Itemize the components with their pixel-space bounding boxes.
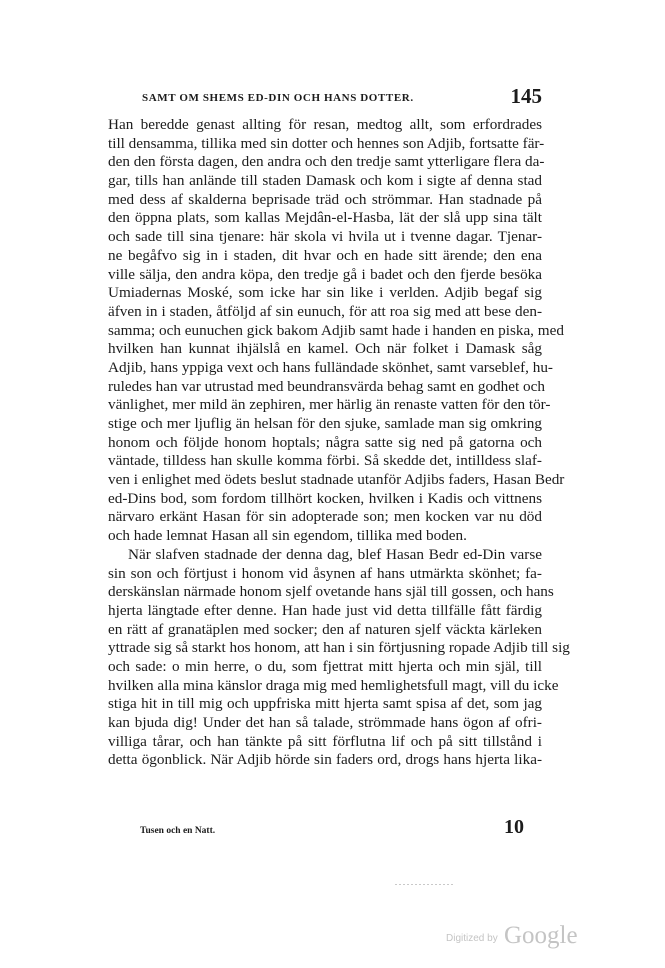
text-line: äfven in i staden, åtföljd af sin eunuch, för att roa sig med att bese den-: [108, 302, 542, 320]
text-line: sin son och förtjust i honom vid åsynen af hans utmärkta skönhet; fa-: [108, 564, 542, 582]
text-line: en rätt af granatäplen med socker; den af naturen sjelf väckta kärleken: [108, 620, 542, 638]
text-line: yttrade sig så starkt hos honom, att han i sin förtjusning ropade Adjib till sig: [108, 639, 570, 657]
text-line: stige och mer ljuflig än helsan för den sjuke, samlade man sig omkring: [108, 415, 542, 432]
text-line: den den första dagen, den andra och den tredje samt ytterligare flera da-: [108, 153, 545, 171]
text-line: ruledes han var utrustad med beundransvärda behag samt en godhet och: [108, 377, 545, 395]
text-line: och sade till sina tjenare: här skola vi hvila ut i tvenne dagar. Tjenar-: [108, 228, 542, 246]
text-line: ven i enlighet med ödets beslut stadnade utanför Adjibs faders, Hasan Bedr: [108, 471, 565, 489]
text-line: med dess af skalderna beprisade träd och strömmar. Han stadnade på: [108, 190, 542, 208]
text-line: och sade: o min herre, o du, som fjettrat mitt hjerta och min själ, till: [108, 657, 542, 675]
text-line: vänlighet, mer mild än zephiren, mer härlig än renaste vatten för den tör-: [108, 396, 551, 414]
text-line: detta ögonblick. När Adjib hörde sin faders ord, drogs hans hjerta lika-: [108, 751, 542, 769]
text-line: ne begåfvo sig in i staden, dit hvar och en hade sitt ärende; den ena: [108, 246, 542, 264]
page-number: 145: [510, 84, 542, 108]
text-line: hjerta längtade efter denne. Han hade just vid detta tillfälle fått färdig: [108, 601, 542, 619]
text-line: När slafven stadnade der denna dag, blef Hasan Bedr ed-Din varse: [128, 545, 542, 563]
text-line: hvilken han kunnat ihjälslå en kamel. Och när folket i Damask såg: [108, 340, 542, 358]
text-line: Adjib, hans yppiga vext och hans fulländade skönhet, samt varseblef, hu-: [108, 358, 553, 376]
body-text: [108, 116, 570, 770]
text-line: stiga hit in till mig och uppfriska mitt hjerta samt spisa af det, som jag: [108, 695, 542, 713]
text-line: och hade lemnat Hasan all sin egendom, tillika med boden.: [108, 527, 467, 545]
text-line: samma; och eunuchen gick bakom Adjib samt hade i handen en piska, med: [108, 321, 564, 339]
text-line: villiga tårar, och han tänkte på sitt förflutna lif och på sitt tillstånd i: [108, 732, 542, 750]
running-title: SAMT OM SHEMS ED-DIN OCH HANS DOTTER.: [142, 92, 414, 104]
text-line: den öppna plats, som kallas Mejdân-el-Hasba, lät der slå upp sina tält: [108, 209, 542, 227]
page-footer: [140, 816, 540, 844]
text-line: ville sälja, den andra köpa, den tredje gå i badet och den fjerde besöka: [108, 265, 542, 283]
text-line: derskänslan närmade honom sjelf ovetande hans själ till gossen, och hans: [108, 583, 554, 601]
text-line: till densamma, tillika med sin dotter och hennes son Adjib, fortsatte fär-: [108, 134, 545, 152]
text-line: väntade, tilldess han skulle komma förbi. Så skedde det, intilldess slaf-: [108, 452, 542, 470]
text-line: gar, tills han anlände till staden Damask och kom i sigte af denna stad: [108, 172, 542, 190]
signature-number: 10: [504, 816, 524, 838]
text-line: hvilken alla mina känslor draga mig med hemlighetsfull magt, vill du icke: [108, 676, 559, 694]
watermark-brand: Google: [504, 922, 578, 949]
scan-smudge: [395, 883, 455, 886]
text-line: närvaro erkänt Hasan för sin adopterade son; men kocken var nu död: [108, 508, 542, 526]
text-line: kan bjuda dig! Under det han så talade, strömmade hans ögon af ofri-: [108, 714, 542, 731]
text-line: Han beredde genast allting för resan, medtog allt, som erfordrades: [108, 116, 542, 133]
text-line: Umiadernas Moské, som icke har sin like i verlden. Adjib begaf sig: [108, 284, 542, 302]
text-line: honom och följde honom hoptals; några satte sig ned på gatorna och: [108, 433, 542, 451]
signature-mark: Tusen och en Natt.: [140, 826, 216, 836]
watermark-prefix: Digitized by: [446, 933, 498, 944]
digitized-watermark: [446, 922, 586, 954]
text-line: ed-Dins bod, som fordom tillhört kocken, hvilken i Kadis och vittnens: [108, 489, 542, 507]
running-head: [112, 84, 542, 112]
